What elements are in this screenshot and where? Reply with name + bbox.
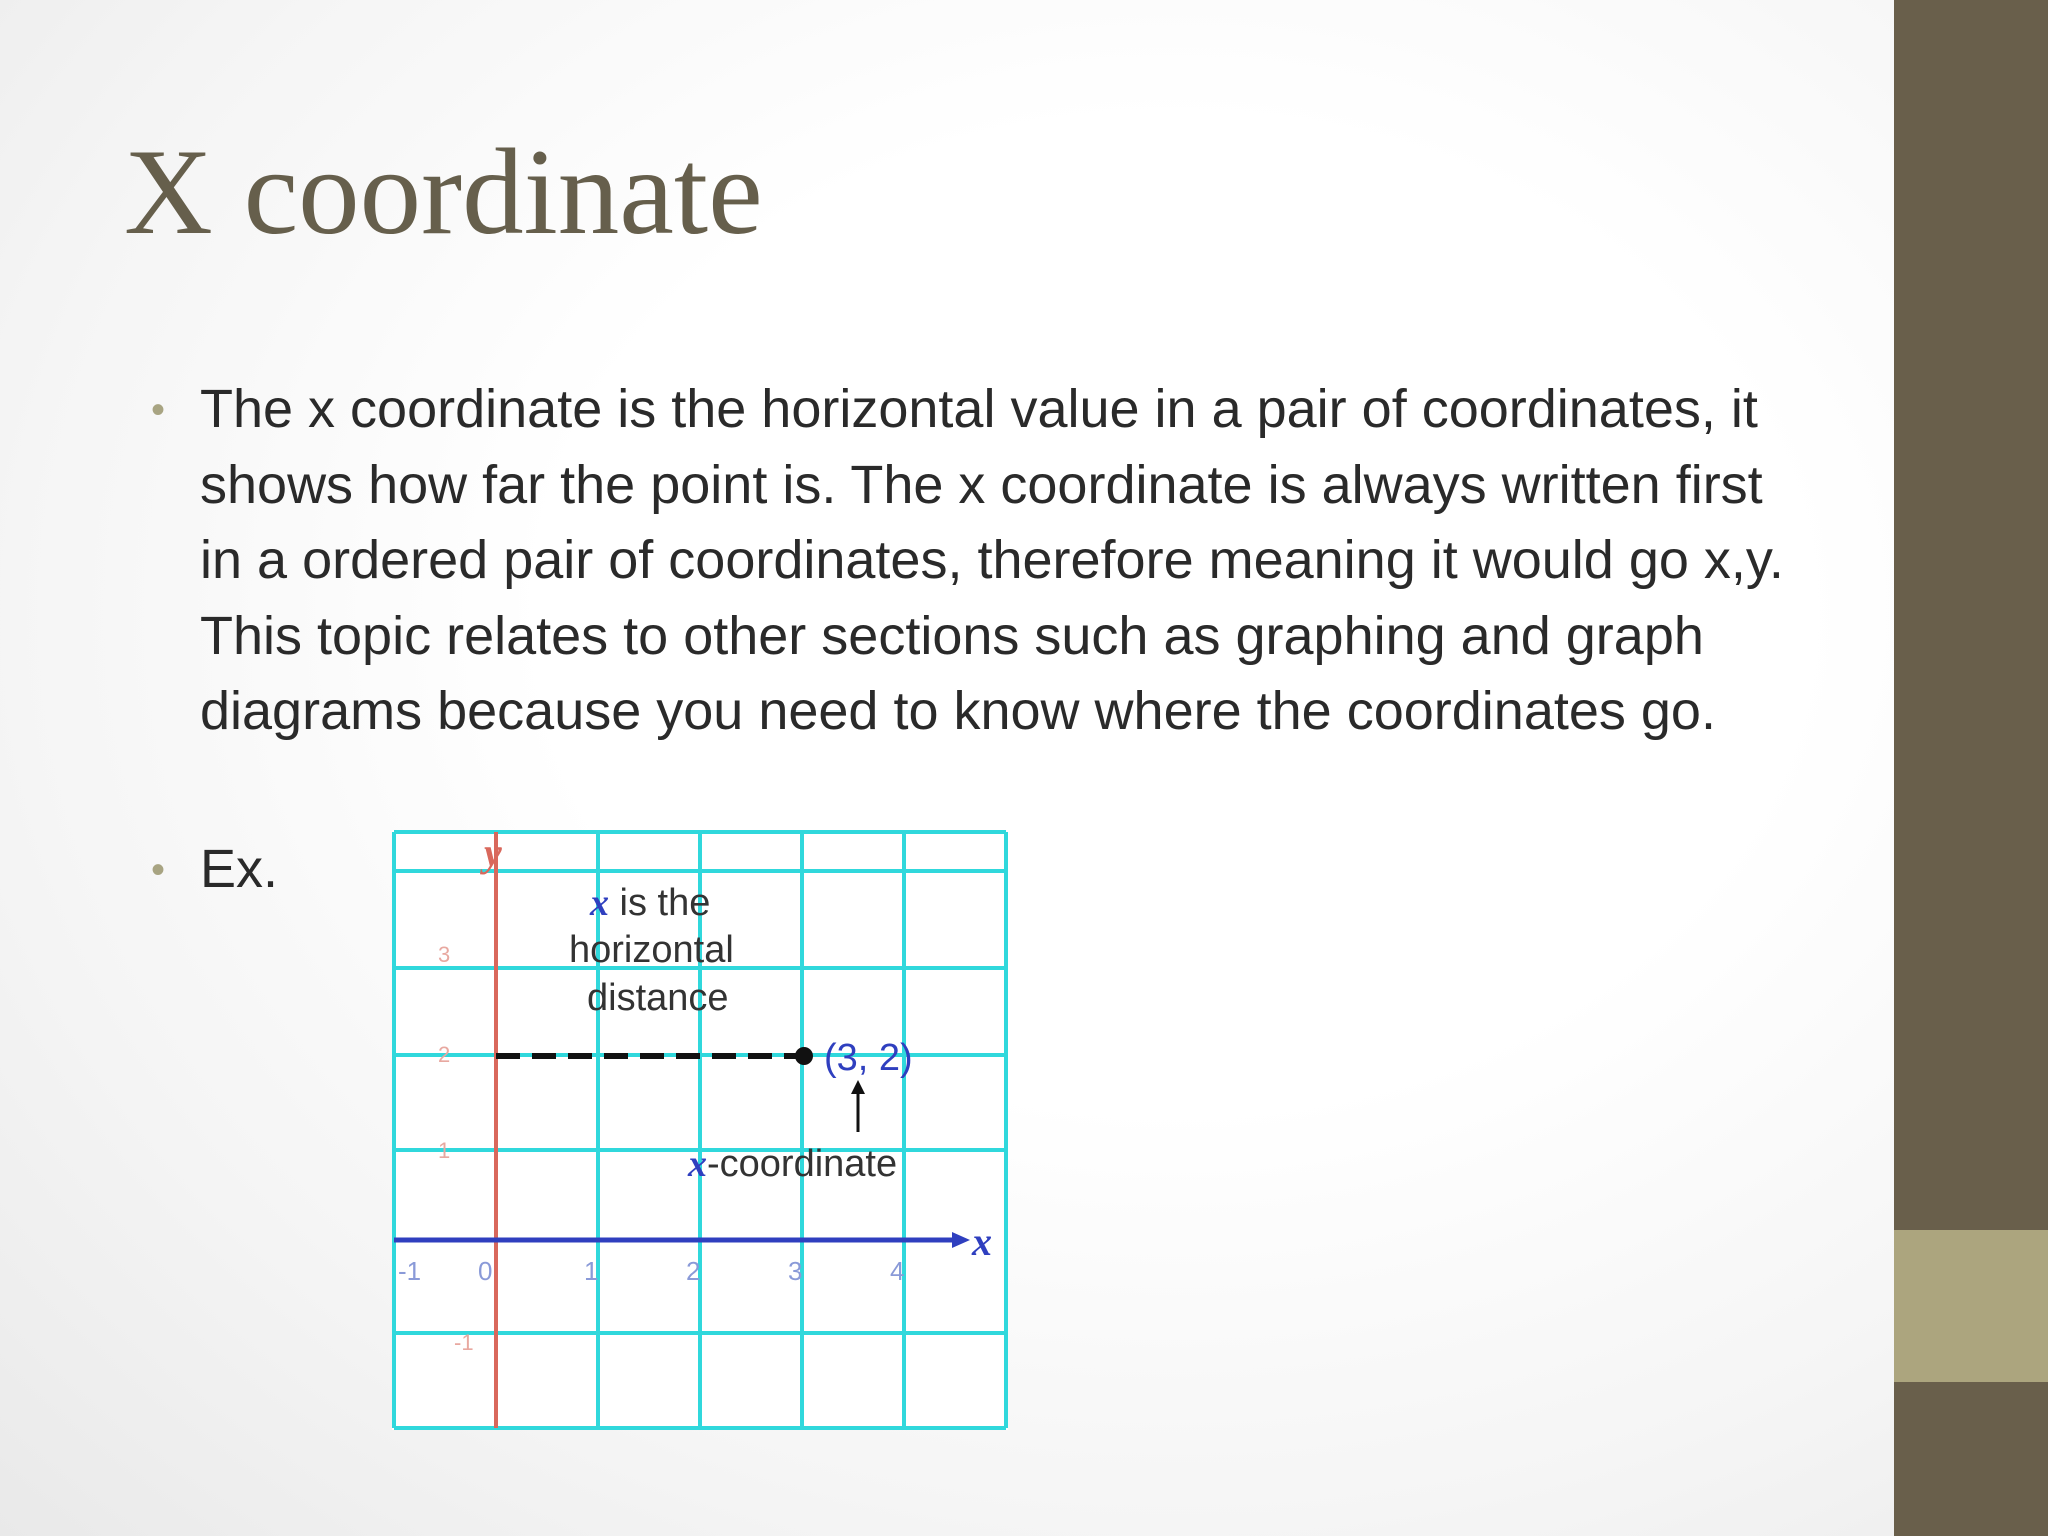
bullet-marker: •: [150, 388, 165, 432]
point-label: (3, 2): [824, 1037, 913, 1079]
y-axis-label: y: [484, 830, 502, 875]
bullet-text-definition: The x coordinate is the horizontal value in a pair of coordinates, it shows how far the point is. The x coordinate is always written first in a ordered pair of coordinates, therefore meaning it would go x,y. This topic relates to other sections such as graphing and graph diagrams because you need to know where the coordinates go.: [200, 379, 1784, 741]
y-tick-label: 3: [438, 942, 451, 967]
x-tick-label: -1: [398, 1256, 422, 1286]
annotation-x-symbol: x: [590, 882, 609, 924]
x-tick-label: 1: [584, 1256, 599, 1286]
x-coordinate-annotation: [687, 1143, 897, 1185]
svg-text:x is the: [589, 882, 710, 924]
annotation-line-2: horizontal: [569, 929, 734, 971]
side-bar-accent: [1894, 1230, 2048, 1382]
bullet-marker: •: [150, 848, 165, 892]
x-tick-label: 0: [478, 1256, 493, 1286]
annotation-line-3: distance: [587, 977, 729, 1019]
example-coordinate-graph: [392, 830, 1008, 1430]
point-marker: [795, 1047, 813, 1065]
annotation-line-1: is the: [609, 882, 711, 924]
x-tick-label: 4: [890, 1256, 905, 1286]
y-tick-label: 1: [438, 1138, 451, 1163]
slide-title: X coordinate: [124, 123, 763, 260]
bullet-text-example: Ex.: [200, 839, 279, 899]
x-tick-label: 2: [686, 1256, 701, 1286]
graph-svg: [392, 830, 1008, 1430]
annotation-x-symbol: x: [688, 1143, 707, 1185]
horizontal-distance-annotation: [569, 882, 734, 1019]
y-tick-label: -1: [454, 1330, 474, 1355]
y-tick-label: 2: [438, 1042, 451, 1067]
annotation-coordinate-text: -coordinate: [707, 1143, 898, 1185]
x-axis-label: x: [972, 1219, 992, 1264]
x-tick-label: 3: [788, 1256, 803, 1286]
